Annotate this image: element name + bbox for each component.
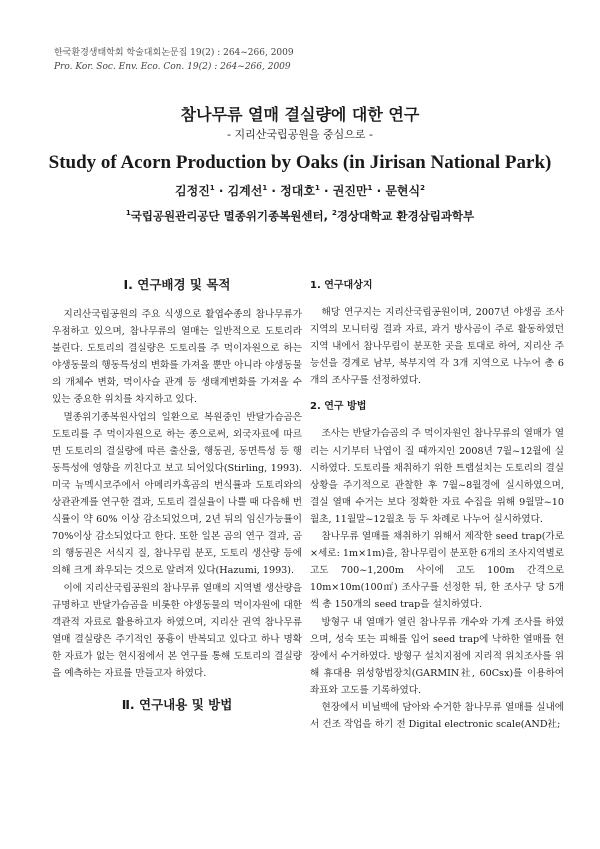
affiliation-mark: 2 — [331, 209, 337, 218]
author-affiliation-mark: 1 — [314, 184, 320, 192]
subsection-heading-method: 2. 연구 방법 — [310, 401, 367, 413]
section-heading-background: Ⅰ. 연구배경 및 목적 — [123, 277, 231, 292]
author-name: 김계선 — [227, 184, 263, 198]
section-heading-methods: Ⅱ. 연구내용 및 방법 — [121, 697, 233, 713]
right-column — [310, 278, 564, 733]
author-separator: · — [372, 184, 386, 198]
author-separator: · — [267, 184, 281, 198]
author-name: 김정진 — [175, 184, 210, 198]
author-name: 권진만 — [332, 184, 368, 198]
author-name: 정대호 — [280, 184, 315, 198]
body-paragraph: 해당 연구지는 지리산국립공원이며, 2007년 야생곰 조사지역의 모니터링 결과 자료, 과거 방사곰이 주로 활동하였던 지역 내에서 참나무림이 분포한 곳을 토대로 하여, 지리산 주능선을 경계로 남부, 북부지역 각 3개 지역으로 나누어 총 6개의 조사구를 선정하였다. — [310, 307, 564, 387]
body-paragraph: 참나무류 열매를 채취하기 위해서 제작한 seed trap(가로×세로: 1m×1m)을, 참나무림이 분포한 6개의 조사지역별로 고도 700~1,200m 사이에 고도 100m 간격으로 10m×10m(100㎡) 조사구를 선정한 뒤, 한 조사구 당 5개씩 총 150개의 seed trap을 설치하였다. — [310, 531, 564, 611]
body-paragraph: 멸종위기종복원사업의 일환으로 복원중인 반달가슴곰은 도토리를 주 먹이자원으로 하는 종으로써, 외국자료에 따르면 도토리의 결실량에 따른 출산율, 행동권, 동면특성 등 행동특성에 영향을 끼친다고 보고 되어있다(Stirling, 1993). 미국 뉴멕시코주에서 아메리카흑곰의 번식률과 도토리와의 상관관계를 연구한 결과, 도토리 결실율이 나쁠 때 다음해 번식률이 약 60% 이상 감소되었으며, 2년 뒤의 임신가능률이 70%이상 감소되었다고 한다. 또한 일본 곰의 연구 결과, 곰의 행동권은 서식지 질, 참나무림 분포, 도토리 생산량 등에 의해 크게 좌우되는 것으로 알려져 있다(Hazumi, 1993). — [52, 411, 302, 577]
journal-header — [54, 46, 294, 74]
author-affiliation-mark: 2 — [420, 184, 425, 192]
affiliation-1: 국립공원관리공단 멸종위기종복원센터, — [130, 209, 328, 223]
author-affiliation-mark: 1 — [209, 184, 215, 192]
body-paragraph: 지리산국립공원의 주요 식생으로 활엽수종의 참나무류가 우점하고 있으며, 참나무류의 열매는 일반적으로 도토리라 불린다. 도토리의 결실량은 도토리를 주 먹이자원으로 하는 야생동물의 행동특성의 변화를 가져올 뿐만 아니라 야생동물의 개체수 변화, 먹이사슬 관계 등 생태계변화를 가져올 수 있는 중요한 위치를 차지하고 있다. — [52, 309, 302, 406]
subsection-heading-study-site: 1. 연구대상지 — [310, 280, 373, 291]
author-name: 문현식 — [385, 184, 421, 198]
affiliations — [0, 208, 600, 224]
author-affiliation-mark: 1 — [367, 184, 373, 192]
author-list — [0, 182, 600, 199]
journal-citation-ko: 한국환경생태학회 학술대회논문집 19(2) : 264~266, 2009 — [54, 48, 294, 58]
paper-subtitle: - 지리산국립공원을 중심으로 - — [227, 128, 373, 141]
body-paragraph: 방형구 내 열매가 열린 참나무류 개수와 가계 조사를 하였으며, 성숙 또는 피해를 입어 seed trap에 낙하한 열매를 현장에서 수거하였다. 방형구 설치지점에 지리적 위치조사를 위해 휴대용 위성항법장치(GARMIN社, 60Csx)를 이용하여 좌표와 고도를 기록하였다. — [310, 616, 564, 696]
body-paragraph: 조사는 반달가슴곰의 주 먹이자원인 참나무류의 열매가 열리는 시기부터 낙엽이 질 때까지인 2008년 7월~12월에 실시하였다. 도토리를 채취하기 위한 트랩설치는 도토리의 결실상황을 주기적으로 관찰한 후 7월~8월경에 실시하였으며, 결실 열매 수거는 보다 정확한 자료 수집을 위해 9월말~10월초, 11월말~12월초 등 두 차례로 나누어 실시하였다. — [310, 428, 564, 525]
body-paragraph: 현장에서 비닐백에 담아와 수거한 참나무류 열매를 실내에서 건조 작업을 하기 전 Digital electronic scale(AND社; — [310, 701, 564, 731]
affiliation-2: 경상대학교 환경삼림과학부 — [336, 209, 475, 223]
author-separator: · — [214, 184, 228, 198]
paper-title-korean: 참나무류 열매 결실량에 대한 연구 — [180, 105, 420, 124]
author-separator: · — [319, 184, 333, 198]
paper-title-english: Study of Acorn Production by Oaks (in Jirisan National Park) — [48, 152, 552, 173]
affiliation-mark: 1 — [125, 209, 131, 218]
journal-citation-en: Pro. Kor. Soc. Env. Eco. Con. 19(2) : 264~266, 2009 — [54, 62, 291, 72]
left-column — [52, 276, 302, 726]
author-affiliation-mark: 1 — [262, 184, 268, 192]
body-paragraph: 이에 지리산국립공원의 참나무류 열매의 지역별 생산량을 규명하고 반달가슴곰을 비롯한 야생동물의 먹이자원에 대한 객관적 자료로 활용하고자 하였으며, 지리산 권역 참나무류 열매 결실량은 주기적인 풍흉이 반복되고 있다고 하나 명확한 자료가 없는 현시점에서 본 연구를 통해 도토리의 결실량을 예측하는 자료를 만들고자 하였다. — [52, 582, 302, 679]
